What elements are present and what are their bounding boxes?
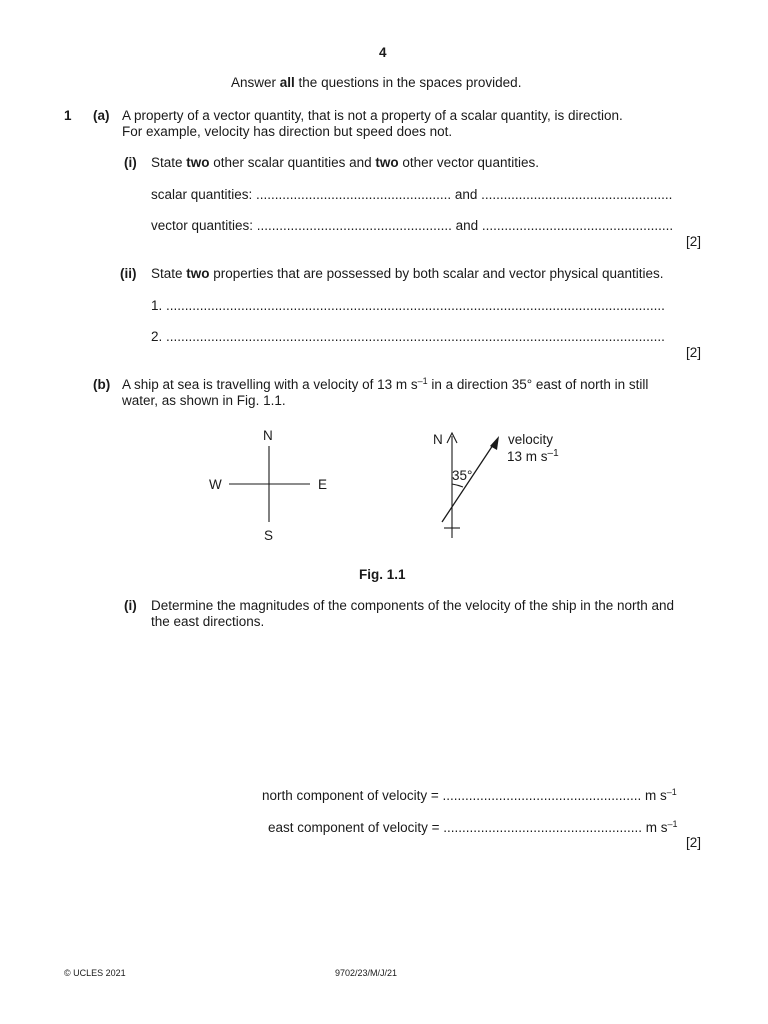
compass-diagram xyxy=(209,428,327,543)
part-a-label: (a) xyxy=(93,108,110,123)
part-a-line1: A property of a vector quantity, that is not a property of a scalar quantity, is direction. xyxy=(122,108,623,123)
bold: two xyxy=(186,155,210,170)
superscript: –1 xyxy=(417,376,428,386)
text: east component of velocity = ..................................................... m s xyxy=(268,820,668,835)
angle-arc xyxy=(452,484,463,487)
footer-paper-code: 9702/23/M/J/21 xyxy=(335,968,398,978)
part-a-ii-label: (ii) xyxy=(120,266,137,281)
angle-label: 35° xyxy=(452,468,473,483)
magnitude-sup: –1 xyxy=(547,448,559,459)
bold: two xyxy=(375,155,399,170)
part-b-label: (b) xyxy=(93,377,111,392)
text: other scalar quantities and xyxy=(209,155,376,170)
page-number: 4 xyxy=(379,45,387,60)
scalar-answer-line[interactable]: scalar quantities: .................................................... and ................................................... xyxy=(151,187,673,202)
east-component-answer[interactable] xyxy=(268,820,678,835)
vector-answer-line[interactable]: vector quantities: .................................................... and ................................................... xyxy=(151,218,674,233)
velocity-diagram xyxy=(433,432,559,538)
vector-north-label: N xyxy=(433,432,443,447)
text: north component of velocity = ..................................................... m s xyxy=(262,788,667,803)
text: properties that are possessed by both scalar and vector physical quantities. xyxy=(209,266,664,281)
instruction-text-1: Answer xyxy=(231,75,280,90)
unit-sup: –1 xyxy=(666,787,677,797)
text: other vector quantities. xyxy=(398,155,539,170)
part-a-i-label: (i) xyxy=(124,155,137,170)
compass-north-label: N xyxy=(263,428,273,443)
text: A ship at sea is travelling with a velocity of 13 m s xyxy=(122,377,418,392)
instruction-text-2: the questions in the spaces provided. xyxy=(294,75,522,90)
footer-copyright: © UCLES 2021 xyxy=(64,968,126,978)
text: State xyxy=(151,155,187,170)
property-answer-line-2[interactable]: 2. ..................................................................................................................................... xyxy=(151,329,665,344)
compass-east-label: E xyxy=(318,477,328,492)
part-b-i-line1: Determine the magnitudes of the components of the velocity of the ship in the north and xyxy=(151,598,675,613)
part-b-i-line2: the east directions. xyxy=(151,614,265,629)
instruction-bold: all xyxy=(279,75,295,90)
marks-b-i: [2] xyxy=(686,835,702,850)
velocity-magnitude-label xyxy=(507,448,559,464)
part-a-line2: For example, velocity has direction but speed does not. xyxy=(122,124,453,139)
question-number: 1 xyxy=(64,108,72,123)
marks-a-ii: [2] xyxy=(686,345,702,360)
property-answer-line-1[interactable]: 1. ..................................................................................................................................... xyxy=(151,298,665,313)
magnitude: 13 m s xyxy=(507,449,548,464)
text: State xyxy=(151,266,187,281)
part-b-i-label: (i) xyxy=(124,598,137,613)
velocity-label: velocity xyxy=(508,432,554,447)
compass-west-label: W xyxy=(209,477,222,492)
marks-a-i: [2] xyxy=(686,234,702,249)
compass-south-label: S xyxy=(264,528,274,543)
part-b-line2: water, as shown in Fig. 1.1. xyxy=(122,393,286,408)
unit-sup: –1 xyxy=(667,819,678,829)
figure-caption: Fig. 1.1 xyxy=(359,567,406,582)
north-component-answer[interactable] xyxy=(262,788,677,803)
text: in a direction 35° east of north in still xyxy=(427,377,649,392)
bold: two xyxy=(186,266,210,281)
